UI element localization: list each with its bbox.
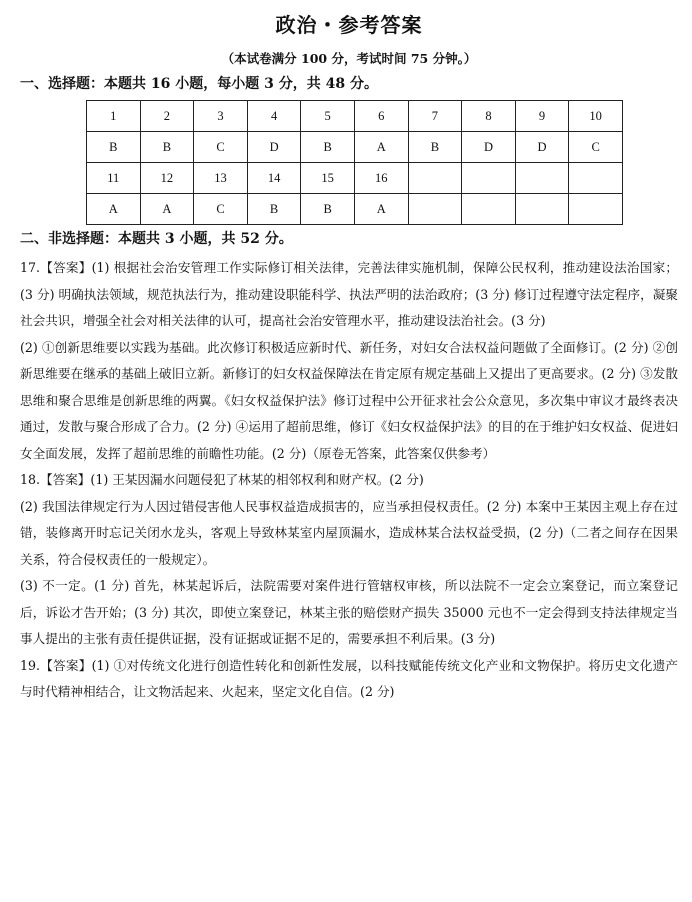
- table-cell: 10: [569, 101, 623, 132]
- table-cell: A: [87, 194, 141, 225]
- table-cell: 5: [301, 101, 355, 132]
- table-cell: [515, 163, 569, 194]
- answer-q18-part1: 18.【答案】(1) 王某因漏水问题侵犯了林某的相邻权利和财产权。(2 分): [20, 472, 424, 487]
- table-cell: A: [140, 194, 194, 225]
- table-cell: B: [301, 194, 355, 225]
- table-cell: [408, 194, 462, 225]
- table-cell: [462, 163, 516, 194]
- table-cell: 12: [140, 163, 194, 194]
- table-cell: 4: [247, 101, 301, 132]
- table-cell: 9: [515, 101, 569, 132]
- table-cell: [515, 194, 569, 225]
- table-cell: 6: [354, 101, 408, 132]
- table-cell: 2: [140, 101, 194, 132]
- answer-table: [86, 100, 623, 225]
- answer-q17-part1: 17.【答案】(1) 根据社会治安管理工作实际修订相关法律，完善法律实施机制，保障公民权利，推动建设法治国家；(3 分) 明确执法领域，规范执法行为，推动建设职能科学、执法严明的法治政府；(3 分) 修订过程遵守法定程序，凝聚社会共识，增强全社会对相关法律的认可，提高社会治安管理水平，推动建设法治社会。(3 分): [20, 260, 678, 328]
- table-cell: B: [301, 132, 355, 163]
- table-row: [87, 194, 623, 225]
- table-cell: 16: [354, 163, 408, 194]
- table-cell: B: [408, 132, 462, 163]
- table-cell: [462, 194, 516, 225]
- answer-q17-part2: (2) ①创新思维要以实践为基础。此次修订积极适应新时代、新任务，对妇女合法权益问题做了全面修订。(2 分) ②创新思维要在继承的基础上破旧立新。新修订的妇女权益保障法在肯定原有规定基础上又提出了更高要求。(2 分) ③发散思维和聚合思维是创新思维的两翼。《妇女权益保护法》修订过程中公开征求社会公众意见，多次集中审议才最终表决通过，发散与聚合形成了合力。(2 分) ④运用了超前思维，修订《妇女权益保护法》的目的在于维护妇女权益、促进妇女全面发展，发挥了超前思维的前瞻性功能。(2 分)（原卷无答案，此答案仅供参考）: [20, 339, 678, 461]
- table-cell: 7: [408, 101, 462, 132]
- section-multiple-choice-heading: 一、选择题：本题共 16 小题，每小题 3 分，共 48 分。: [20, 76, 378, 92]
- table-row: [87, 101, 623, 132]
- table-cell: C: [194, 132, 248, 163]
- table-cell: 1: [87, 101, 141, 132]
- answer-q18-part3: (3) 不一定。(1 分) 首先，林某起诉后，法院需要对案件进行管辖权审核，所以法院不一定会立案登记，而立案登记后，诉讼才告开始；(3 分) 其次，即使立案登记，林某主张的赔偿财产损失 35000 元也不一定会得到支持法律规定当事人提出的主张有责任提供证据，没有证据或证据不足的，需要承担不利后果。(3 分): [20, 578, 678, 646]
- answer-body: [20, 255, 678, 706]
- table-cell: D: [515, 132, 569, 163]
- table-cell: 15: [301, 163, 355, 194]
- table-cell: 14: [247, 163, 301, 194]
- section-non-choice-heading: 二、非选择题：本题共 3 小题，共 52 分。: [20, 231, 293, 247]
- table-cell: D: [247, 132, 301, 163]
- exam-info: （本试卷满分 100 分，考试时间 75 分钟。）: [221, 51, 477, 66]
- table-cell: A: [354, 194, 408, 225]
- table-cell: B: [140, 132, 194, 163]
- answer-q18-part2: (2) 我国法律规定行为人因过错侵害他人民事权益造成损害的，应当承担侵权责任。(2 分) 本案中王某因主观上存在过错，装修离开时忘记关闭水龙头，客观上导致林某室内屋顶漏水，造成林某合法权益受损，(2 分)（二者之间存在因果关系，符合侵权责任的一般规定）。: [20, 498, 678, 567]
- table-row: [87, 132, 623, 163]
- table-cell: 8: [462, 101, 516, 132]
- table-cell: [569, 163, 623, 194]
- table-row: [87, 163, 623, 194]
- table-cell: A: [354, 132, 408, 163]
- table-cell: B: [247, 194, 301, 225]
- table-cell: B: [87, 132, 141, 163]
- table-cell: 13: [194, 163, 248, 194]
- table-cell: C: [194, 194, 248, 225]
- page-title: 政治・参考答案: [275, 13, 423, 37]
- table-cell: [569, 194, 623, 225]
- answer-q19-part1: 19.【答案】(1) ①对传统文化进行创造性转化和创新性发展，以科技赋能传统文化产业和文物保护。将历史文化遗产与时代精神相结合，让文物活起来、火起来，坚定文化自信。(2 分): [20, 657, 678, 699]
- table-cell: 3: [194, 101, 248, 132]
- table-cell: C: [569, 132, 623, 163]
- table-cell: [408, 163, 462, 194]
- table-cell: D: [462, 132, 516, 163]
- table-cell: 11: [87, 163, 141, 194]
